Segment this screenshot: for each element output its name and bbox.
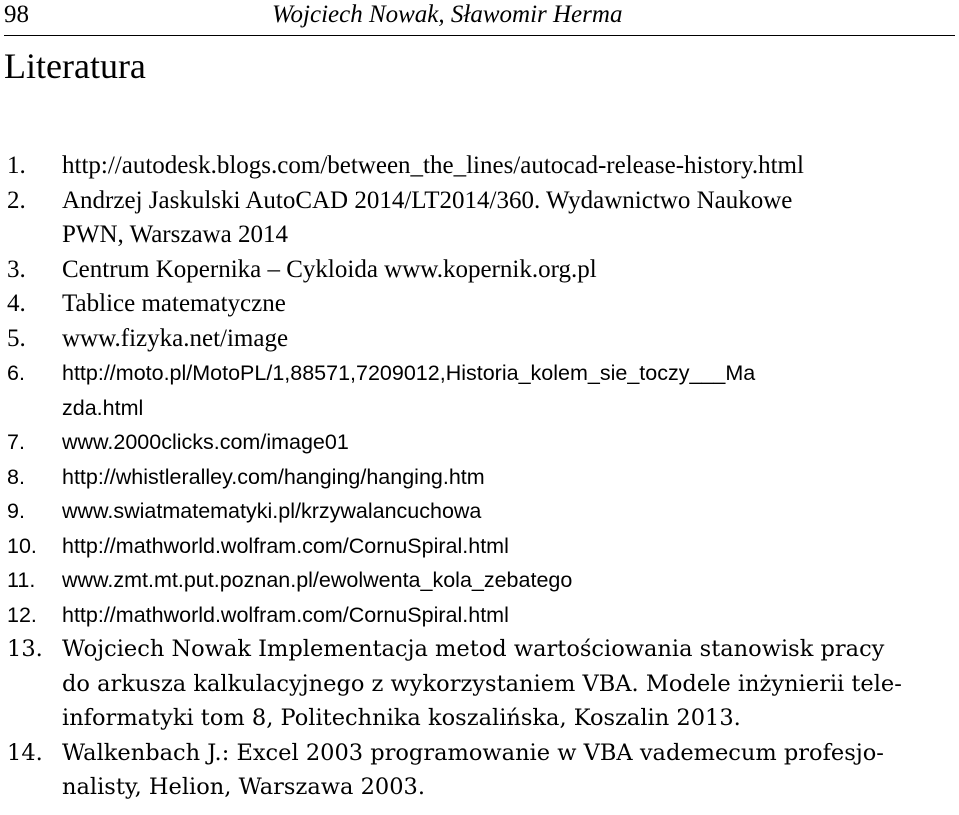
reference-line: PWN, Warszawa 2014 [62,221,288,248]
reference-item [7,287,955,322]
reference-line: www.fizyka.net/image [62,324,289,352]
reference-line: www.zmt.mt.put.poznan.pl/ewolwenta_kola_zebatego [62,568,573,592]
reference-text [62,632,952,736]
reference-number: 10. [7,533,37,558]
reference-line: Wojciech Nowak Implementacja metod wartościowania stanowisk pracy [62,636,885,662]
reference-line: Walkenbach J.: Excel 2003 programowanie w VBA vademecum profesjo- [62,739,884,766]
reference-item [7,598,955,633]
reference-number: 5. [7,324,26,352]
reference-line: Andrzej Jaskulski AutoCAD 2014/LT2014/360. Wydawnictwo Naukowe [62,186,793,214]
reference-text [62,460,955,495]
reference-text [62,287,955,322]
reference-item [7,736,952,805]
reference-number: 14. [7,739,43,766]
reference-line: Centrum Kopernika – Cykloida www.kopernik.org.pl [62,255,597,283]
reference-number: 6. [7,361,25,385]
reference-line: www.2000clicks.com/image01 [62,430,349,454]
reference-text [62,356,952,425]
reference-number: 3. [7,255,26,283]
reference-number: 1. [7,152,26,179]
reference-item [7,356,952,425]
reference-number: 13. [7,636,43,662]
reference-text [62,736,952,805]
reference-line: nalisty, Helion, Warszawa 2003. [62,774,425,800]
reference-line: www.swiatmatematyki.pl/krzywalancuchowa [62,499,482,523]
reference-text [62,149,955,184]
reference-list [7,149,955,805]
reference-item [7,494,955,529]
reference-item [7,425,955,460]
reference-item [7,322,955,357]
reference-line: http://moto.pl/MotoPL/1,88571,7209012,Historia_kolem_sie_toczy___Ma [62,361,756,385]
reference-number: 2. [7,186,26,214]
reference-text [62,184,952,253]
page-number: 98 [4,1,29,28]
reference-line: http://mathworld.wolfram.com/CornuSpiral.html [62,533,509,558]
reference-text [62,598,955,633]
page-header [4,0,955,36]
reference-item [7,253,955,288]
section-title: Literatura [4,46,146,86]
reference-item [7,184,952,253]
reference-line: do arkusza kalkulacyjnego z wykorzystaniem VBA. Modele inżynierii tele- [62,670,902,697]
reference-text [62,425,955,460]
reference-line: informatyki tom 8, Politechnika koszalińska, Koszalin 2013. [62,705,741,731]
reference-text [62,322,955,357]
reference-number: 4. [7,290,26,317]
reference-number: 8. [7,464,25,489]
reference-line: zda.html [62,395,144,420]
reference-text [62,253,955,288]
reference-number: 12. [7,602,37,627]
reference-item [7,563,955,598]
reference-item [7,529,955,564]
reference-line: http://mathworld.wolfram.com/CornuSpiral.html [62,602,509,627]
reference-line: http://autodesk.blogs.com/between_the_lines/autocad-release-history.html [62,152,804,179]
reference-text [62,494,955,529]
reference-text [62,563,955,598]
reference-line: http://whistleralley.com/hanging/hanging.htm [62,464,485,489]
reference-item [7,460,955,495]
reference-item [7,149,955,184]
reference-number: 9. [7,499,25,523]
running-title: Wojciech Nowak, Sławomir Herma [272,1,623,28]
reference-item [7,632,952,736]
reference-number: 7. [7,430,25,454]
reference-text [62,529,955,564]
reference-number: 11. [7,568,36,592]
reference-line: Tablice matematyczne [62,290,286,317]
